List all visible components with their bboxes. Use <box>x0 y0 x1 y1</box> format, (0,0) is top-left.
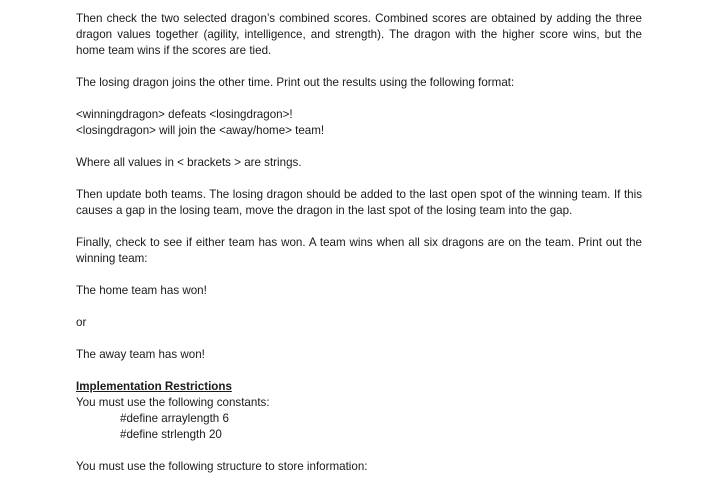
format-line-join-team: <losingdragon> will join the <away/home> team! <box>76 124 325 137</box>
spacer <box>76 219 642 235</box>
spacer <box>76 443 642 459</box>
or-separator: or <box>76 316 87 329</box>
output-home-won: The home team has won! <box>76 284 207 297</box>
paragraph-losing-dragon: The losing dragon joins the other time. Print out the results using the following format: <box>76 76 515 89</box>
paragraph-check-winner: Finally, check to see if either team has won. A team wins when all six dragons are on the team. Print out the winning team: <box>76 236 642 265</box>
spacer <box>76 171 642 187</box>
section-heading-implementation: Implementation Restrictions <box>76 380 232 393</box>
document-page <box>76 11 642 475</box>
constant-strlength: #define strlength 20 <box>120 428 222 441</box>
output-away-won: The away team has won! <box>76 348 205 361</box>
paragraph-combined-scores: Then check the two selected dragon’s combined scores. Combined scores are obtained by adding the three dragon values together (agility, intelligence, and strength). The dragon with the higher score wins, but the home team wins if the scores are tied. <box>76 12 642 57</box>
paragraph-update-teams: Then update both teams. The losing dragon should be added to the last open spot of the winning team. If this causes a gap in the losing team, move the dragon in the last spot of the losing team into the gap. <box>76 188 642 217</box>
spacer <box>76 139 642 155</box>
spacer <box>76 91 642 107</box>
constants-intro: You must use the following constants: <box>76 396 270 409</box>
spacer <box>76 59 642 75</box>
spacer <box>76 299 642 315</box>
spacer <box>76 363 642 379</box>
spacer <box>76 267 642 283</box>
structure-intro: You must use the following structure to store information: <box>76 460 368 473</box>
spacer <box>76 331 642 347</box>
paragraph-brackets-note: Where all values in < brackets > are strings. <box>76 156 302 169</box>
constant-arraylength: #define arraylength 6 <box>120 412 229 425</box>
format-line-defeats: <winningdragon> defeats <losingdragon>! <box>76 108 293 121</box>
